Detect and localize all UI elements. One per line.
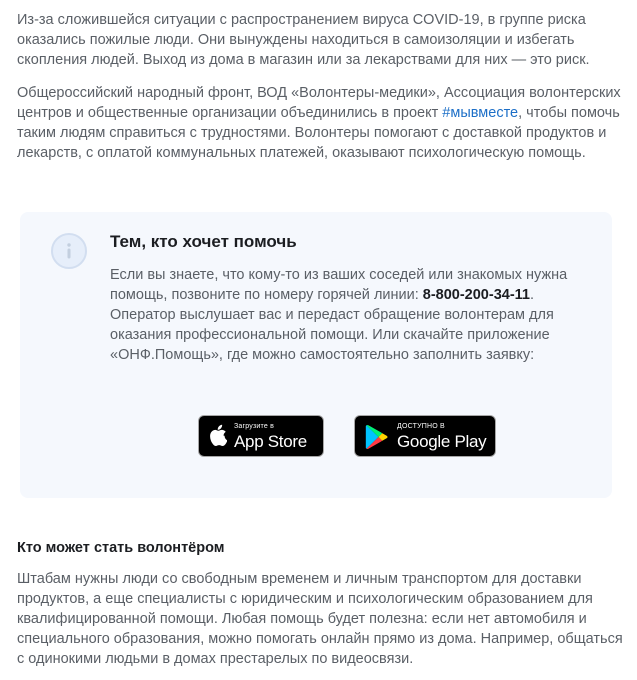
google-play-icon: [365, 424, 389, 450]
info-icon: [51, 233, 87, 269]
intro-paragraph-2-text-end: , чтобы помочь таким людям справиться с трудностями. Волонтеры помогают с доставкой продуктов и лекарств, с оплатой коммунальных платежей, оказывают психологическую помощь.: [17, 105, 620, 161]
intro-paragraph-2-text: Общероссийский народный фронт, ВОД «Волонтеры-медики», Ассоциация волонтерских центров и общественные организации объединились в проект: [17, 85, 621, 121]
volunteer-section-text: Штабам нужны люди со свободным временем и личным транспортом для доставки продуктов, а еще специалисты с юридическим и психологическим образованием для квалифицированной помощи. Любая помощь будет полезна: если нет автомобиля и специального образования, можно помогать онлайн прямо из дома. Например, общаться с одинокими людьми в домах престарелых по видеосвязи.: [17, 571, 623, 667]
help-box-text-end: . Оператор выслушает вас и передаст обращение волонтерам для оказания профессиональной помощи. Или скачайте приложение «ОНФ.Помощь», где можно самостоятельно заполнить заявку:: [110, 287, 554, 363]
hashtag-link[interactable]: #мывместе: [442, 105, 519, 121]
help-info-box: [20, 212, 612, 498]
app-store-small-label: Загрузите в: [234, 423, 274, 430]
intro-paragraph-1: Из-за сложившейся ситуации с распространением вируса COVID-19, в группе риска оказались пожилые люди. Они вынуждены находиться в самоизоляции и избегать скопления людей. Выход из дома в магазин или за лекарствами для них — это риск.: [17, 12, 590, 68]
help-box-text: [110, 265, 580, 365]
google-play-button[interactable]: [354, 415, 496, 457]
help-box-title: Тем, кто хочет помочь: [110, 232, 297, 251]
help-box-text-start: Если вы знаете, что кому-то из ваших соседей или знакомых нужна помощь, позвоните по номеру горячей линии:: [110, 267, 568, 303]
apple-icon: [209, 424, 227, 446]
intro-paragraph-2: [17, 83, 623, 163]
google-play-label: Google Play: [397, 432, 487, 451]
app-store-button[interactable]: [198, 415, 324, 457]
hotline-phone[interactable]: 8-800-200-34-11: [422, 287, 530, 303]
google-play-small-label: ДОСТУПНО В: [397, 423, 445, 430]
volunteer-section-title: Кто может стать волонтёром: [17, 540, 225, 556]
app-store-label: App Store: [234, 432, 307, 451]
